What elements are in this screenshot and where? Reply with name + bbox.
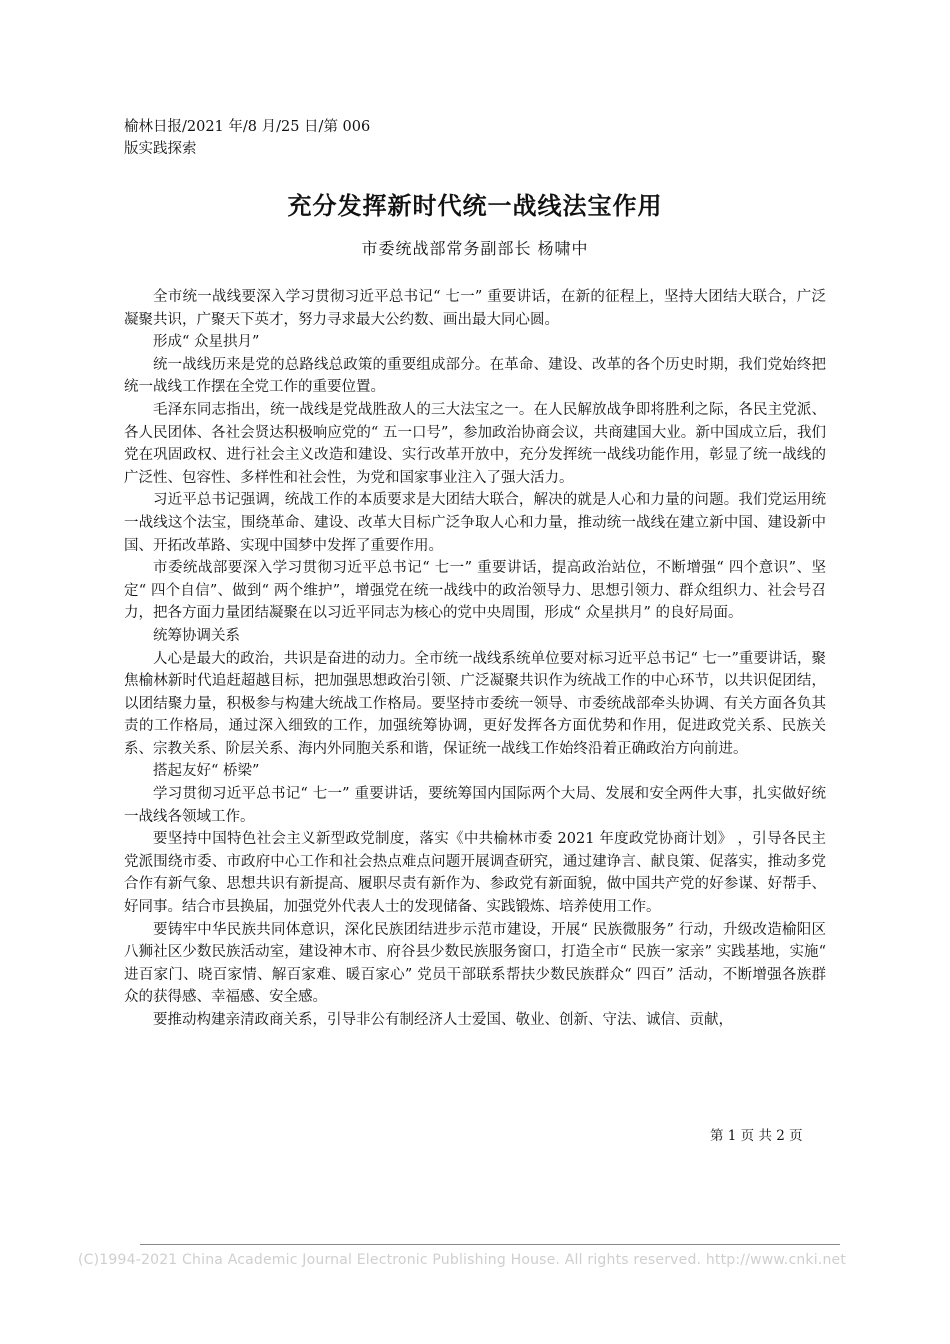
paragraph: 人心是最大的政治，共识是奋进的动力。全市统一战线系统单位要对标习近平总书记“ 七一”重要讲话，聚焦榆林新时代追赶超越目标，把加强思想政治引领、广泛凝聚共识作为统战工作的中心环节，以共识促团结，以团结聚力量，积极参与构建大统战工作格局。要坚持市委统一领导、市委统战部牵头协调、有关方面各负其责的工作格局，通过深入细致的工作，加强统筹协调，更好发挥各方面优势和作用，促进政党关系、民族关系、宗教关系、阶层关系、海内外同胞关系和谐，保证统一战线工作始终沿着正确政治方向前进。 [124, 650, 826, 757]
article-author: 市委统战部常务副部长 杨啸中 [361, 239, 589, 258]
paragraph: 要铸牢中华民族共同体意识，深化民族团结进步示范市建设，开展“ 民族微服务” 行动，升级改造榆阳区八狮社区少数民族活动室，建设神木市、府谷县少数民族服务窗口，打造全市“ 民族一家亲” 实践基地，实施“ 进百家门、晓百家情、解百家难、暖百家心” 党员干部联系帮扶少数民族群众“ 四百” 活动，不断增强各族群众的获得感、幸福感、安全感。 [124, 921, 826, 1006]
paragraph: 要推动构建亲清政商关系，引导非公有制经济人士爱国、敬业、创新、守法、诚信、贡献， [153, 1012, 733, 1028]
paragraph: 要坚持中国特色社会主义新型政党制度，落实《中共榆林市委 2021 年度政党协商计划》 ，引导各民主党派围绕市委、市政府中心工作和社会热点难点问题开展调查研究，通过建诤言、献良策、促落实，推动多党合作有新气象、思想共识有新提高、履职尽责有新作为、参政党有新面貌，做中国共产党的好参谋、好帮手、好同事。结合市县换届，加强党外代表人士的发现储备、实践锻炼、培养使用工作。 [124, 831, 826, 916]
source-line-2: 版实践探索 [124, 141, 197, 157]
source-line-1: 榆林日报/2021 年/8 月/25 日/第 006 [124, 119, 371, 135]
source-header [124, 116, 370, 160]
paragraph: 毛泽东同志指出，统一战线是党战胜敌人的三大法宝之一。在人民解放战争即将胜利之际，各民主党派、各人民团体、各社会贤达积极响应党的“ 五一口号”，参加政治协商会议，共商建国大业。新中国成立后，我们党在巩固政权、进行社会主义改造和建设、实行改革开放中，充分发挥统一战线功能作用，彰显了统一战线的广泛性、包容性、多样性和社会性，为党和国家事业注入了强大活力。 [124, 401, 826, 486]
section-heading: 统筹协调关系 [153, 627, 240, 644]
page-number: 第 1 页 共 2 页 [710, 1128, 803, 1144]
paragraph: 统一战线历来是党的总路线总政策的重要组成部分。在革命、建设、改革的各个历史时期，我们党始终把统一战线工作摆在全党工作的重要位置。 [124, 356, 826, 396]
article-title: 充分发挥新时代统一战线法宝作用 [287, 192, 663, 220]
article-body [124, 286, 826, 1032]
paragraph: 习近平总书记强调，统战工作的本质要求是大团结大联合，解决的就是人心和力量的问题。我们党运用统一战线这个法宝，围绕革命、建设、改革大目标广泛争取人心和力量，推动统一战线在建立新中国、建设新中国、开拓改革路、实现中国梦中发挥了重要作用。 [124, 492, 826, 554]
paragraph: 学习贯彻习近平总书记“ 七一” 重要讲话，要统筹国内国际两个大局、发展和安全两件大事，扎实做好统一战线各领域工作。 [124, 786, 826, 825]
section-heading: 形成“ 众星拱月” [153, 334, 260, 351]
paragraph: 市委统战部要深入学习贯彻习近平总书记“ 七一” 重要讲话，提高政治站位，不断增强“ 四个意识”、坚定“ 四个自信”、做到“ 两个维护”，增强党在统一战线中的政治领导力、思想引领力、群众组织力、社会号召力，把各方面力量团结凝聚在以习近平同志为核心的党中央周围，形成“ 众星拱月” 的良好局面。 [124, 560, 826, 622]
footer-divider [140, 1244, 840, 1245]
section-heading: 搭起友好“ 桥梁” [153, 763, 260, 780]
paragraph: 全市统一战线要深入学习贯彻习近平总书记“ 七一” 重要讲话，在新的征程上，坚持大团结大联合，广泛凝聚共识，广聚天下英才，努力寻求最大公约数、画出最大同心圆。 [124, 289, 826, 328]
copyright-footer: (C)1994-2021 China Academic Journal Electronic Publishing House. All rights reserved. http://www.cnki.net [78, 1252, 847, 1268]
